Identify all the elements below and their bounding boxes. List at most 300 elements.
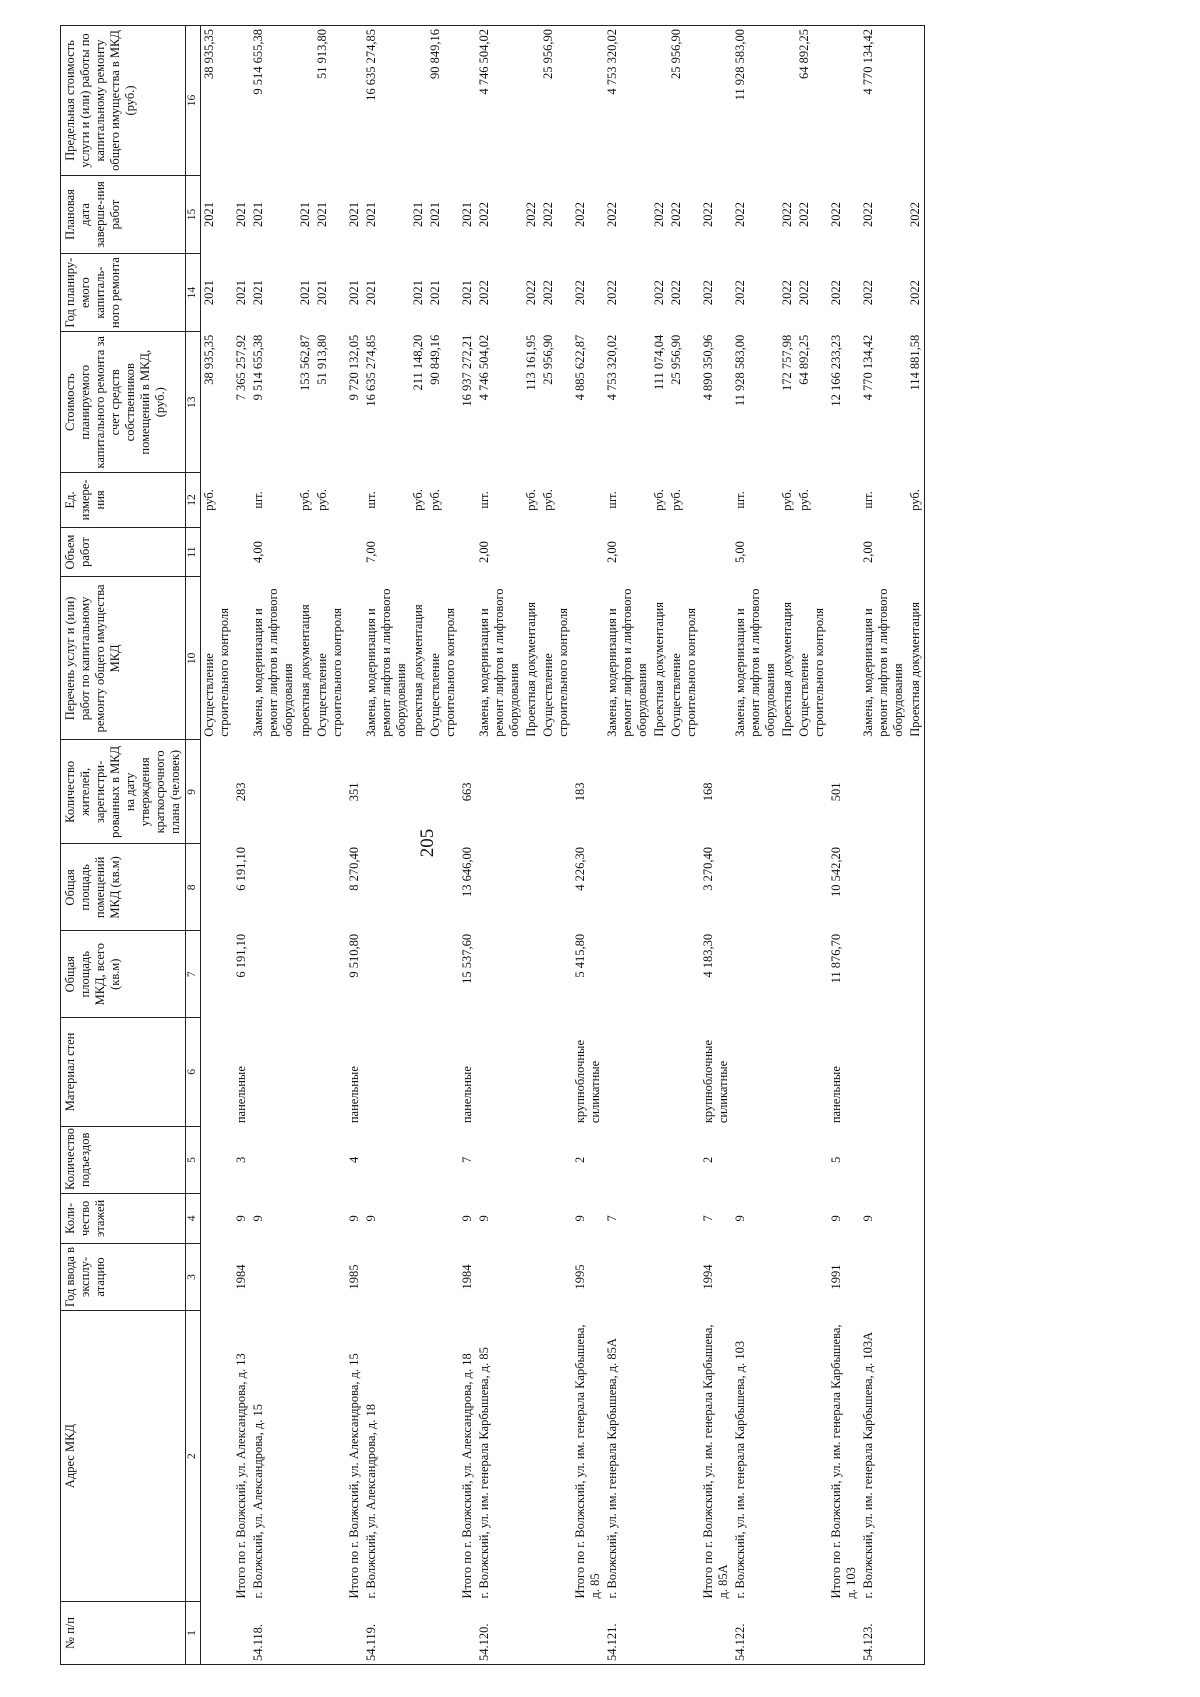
cell-wall-material: панельные [234,1066,248,1124]
cell-repair-cost: 4 890 350,96 [701,334,715,401]
capital-repair-table [60,25,925,1665]
cell-completion-date: 2021 [251,202,265,227]
cell-year-built [363,1243,410,1310]
cell-completion-date: 2022 [541,202,555,227]
cell-work-type: Проектная документация [780,602,794,737]
column-number: 6 [186,1018,201,1127]
cell-premises-area: 3 270,40 [701,846,715,891]
cell-floors: 9 [347,1215,361,1222]
cell-entrances [779,1126,796,1193]
column-number: 16 [186,26,201,176]
cell-year-built [540,1243,572,1310]
cell-work-type: Осуществление строительного контроля [428,608,457,737]
cell-unit: шт. [364,491,378,509]
cell-repair-cost: 4 885 622,87 [573,334,587,401]
cell-address [651,1311,668,1602]
cell-year-built [668,1243,700,1310]
column-number: 14 [186,254,201,332]
cell-premises-area [523,844,540,931]
cell-total-area [796,931,828,1018]
cell-floors [314,1193,346,1243]
cell-work-type: Замена, модернизация и ремонт лифтов и лифтового оборудования [477,588,521,737]
cell-repair-year: 2022 [701,280,715,306]
cell-entrances [297,1126,314,1193]
cell-unit: руб. [202,489,216,511]
cell-total-area [668,931,700,1018]
cell-floors: 9 [364,1215,378,1222]
column-header: Стоимость планируемого капитального ремонта за счет средств собственников помещений в МКД, (руб.) [61,332,186,473]
cell-residents [540,740,572,844]
cell-floors [796,1193,828,1243]
cell-row-number: 54.122. [732,1602,779,1665]
column-header: Количество жителей, зарегистри-рованных в МКД на дату утверждения краткосрочного плана (человек) [61,740,186,844]
cell-unit [459,473,476,527]
cell-residents [250,740,297,844]
cell-total-area [651,931,668,1018]
cell-max-cost [779,26,796,176]
cell-row-number [410,1602,427,1665]
cell-floors: 9 [234,1215,248,1222]
cell-work-volume [297,527,314,577]
cell-premises-area [732,844,779,931]
cell-address [907,1311,925,1602]
cell-year-built: 1985 [347,1264,361,1290]
cell-max-cost: 25 956,90 [668,26,700,176]
cell-row-number [572,1602,604,1665]
cell-premises-area [363,844,410,931]
cell-row-number [314,1602,346,1665]
cell-year-built: 1994 [701,1264,715,1290]
cell-row-number: 54.118. [250,1602,297,1665]
cell-unit [700,473,732,527]
cell-floors: 9 [477,1215,491,1222]
cell-repair-cost: 25 956,90 [669,334,683,385]
cell-residents [732,740,779,844]
cell-max-cost [233,26,250,176]
cell-repair-year: 2022 [477,280,491,306]
cell-work-type [700,577,732,740]
cell-repair-year: 2021 [364,280,378,306]
cell-max-cost [572,26,604,176]
cell-residents [651,740,668,844]
cell-residents [523,740,540,844]
cell-repair-year: 2022 [573,280,587,306]
cell-entrances [668,1126,700,1193]
column-number: 11 [186,527,201,577]
cell-premises-area: 10 542,20 [829,846,843,897]
cell-work-type: Замена, модернизация и ремонт лифтов и лифтового оборудования [364,588,408,737]
cell-wall-material [201,1018,234,1127]
cell-work-type [828,577,860,740]
cell-max-cost: 11 928 583,00 [732,26,779,176]
cell-residents [363,740,410,844]
column-number: 12 [186,473,201,527]
cell-wall-material: панельные [829,1066,843,1124]
column-header: Материал стен [61,1018,186,1127]
cell-year-built [201,1243,234,1310]
cell-wall-material [796,1018,828,1127]
cell-repair-year: 2021 [411,280,425,306]
cell-premises-area [779,844,796,931]
cell-wall-material [410,1018,427,1127]
cell-repair-year: 2021 [347,280,361,306]
table-row [796,26,828,1665]
cell-max-cost [828,26,860,176]
cell-work-volume: 2,00 [605,541,619,563]
cell-wall-material [668,1018,700,1127]
cell-work-type: Замена, модернизация и ремонт лифтов и лифтового оборудования [605,588,649,737]
cell-entrances [476,1126,523,1193]
cell-year-built [779,1243,796,1310]
column-header: Год ввода в эксплу-атацию [61,1243,186,1310]
cell-completion-date: 2021 [364,202,378,227]
cell-premises-area [860,844,907,931]
cell-work-type: Проектная документация [524,602,538,737]
cell-wall-material [523,1018,540,1127]
cell-completion-date: 2022 [907,175,925,253]
cell-repair-cost: 90 849,16 [428,334,442,385]
cell-premises-area [540,844,572,931]
cell-premises-area: 13 646,00 [460,846,474,897]
cell-unit: шт. [861,491,875,509]
cell-entrances [651,1126,668,1193]
cell-residents [907,740,925,844]
cell-address: Итого по г. Волжский, ул. Александрова, д. 13 [234,1353,248,1599]
cell-repair-cost: 111 074,04 [652,334,666,391]
column-number-row [186,26,201,1665]
cell-wall-material [297,1018,314,1127]
column-number: 9 [186,740,201,844]
cell-work-volume [427,527,459,577]
column-number: 1 [186,1602,201,1665]
cell-total-area: 9 510,80 [347,933,361,978]
cell-work-volume [907,527,925,577]
cell-completion-date: 2022 [605,202,619,227]
table-row [201,26,234,1665]
cell-row-number [233,1602,250,1665]
cell-address: Итого по г. Волжский, ул. Александрова, д. 18 [460,1353,474,1599]
cell-row-number [828,1602,860,1665]
cell-premises-area [476,844,523,931]
cell-premises-area [604,844,651,931]
cell-unit: руб. [315,489,329,511]
cell-completion-date: 2022 [701,202,715,227]
cell-wall-material [540,1018,572,1127]
cell-unit: шт. [605,491,619,509]
cell-repair-year: 2021 [298,280,312,306]
cell-total-area [540,931,572,1018]
table-row [476,26,523,1665]
cell-residents: 168 [701,782,715,802]
cell-unit: руб. [524,489,538,511]
table-row [523,26,540,1665]
cell-total-area [860,931,907,1018]
cell-total-area [410,931,427,1018]
cell-premises-area [427,844,459,931]
cell-address [201,1311,234,1602]
cell-row-number [700,1602,732,1665]
cell-repair-year: 2022 [652,280,666,306]
cell-address [523,1311,540,1602]
cell-unit: руб. [907,473,925,527]
cell-completion-date: 2021 [460,202,474,227]
cell-work-volume [523,527,540,577]
cell-entrances [540,1126,572,1193]
cell-max-cost: 38 935,35 [201,26,234,176]
cell-address [314,1311,346,1602]
cell-entrances [907,1126,925,1193]
table-row [668,26,700,1665]
cell-residents [604,740,651,844]
cell-entrances [201,1126,234,1193]
column-header: Ед. измере-ния [61,473,186,527]
cell-residents [860,740,907,844]
cell-unit [828,473,860,527]
cell-total-area: 15 537,60 [460,933,474,984]
table-row [779,26,796,1665]
cell-year-built [523,1243,540,1310]
cell-year-built [476,1243,523,1310]
cell-unit: руб. [411,489,425,511]
column-header: Перечень услуг и (или) работ по капитальному ремонту общего имущества МКД [61,577,186,740]
cell-residents [297,740,314,844]
cell-repair-cost: 153 562,87 [298,334,312,391]
cell-work-type: Замена, модернизация и ремонт лифтов и лифтового оборудования [251,588,295,737]
cell-address: Итого по г. Волжский, ул. им. генерала Карбышева, д. 85А [701,1324,730,1599]
cell-max-cost: 16 635 274,85 [363,26,410,176]
cell-work-type: Проектная документация [907,577,925,740]
column-number: 4 [186,1193,201,1243]
cell-max-cost [523,26,540,176]
cell-repair-cost: 211 148,20 [411,334,425,391]
cell-row-number [779,1602,796,1665]
cell-max-cost: 51 913,80 [314,26,346,176]
header-row [61,26,186,1665]
cell-work-type: Проектная документация [652,602,666,737]
column-header: Общая площадь МКД, всего (кв.м) [61,931,186,1018]
cell-repair-cost: 114 881,58 [907,332,925,473]
cell-wall-material [779,1018,796,1127]
cell-repair-year: 2022 [780,280,794,306]
cell-row-number [523,1602,540,1665]
cell-floors [540,1193,572,1243]
cell-completion-date: 2022 [780,202,794,227]
cell-unit: руб. [797,489,811,511]
cell-work-type [459,577,476,740]
cell-address: г. Волжский, ул. Александрова, д. 15 [251,1404,265,1599]
cell-premises-area [796,844,828,931]
cell-unit [233,473,250,527]
cell-repair-year: 2021 [428,280,442,306]
cell-total-area: 5 415,80 [573,933,587,978]
cell-total-area [732,931,779,1018]
cell-year-built: 1995 [573,1264,587,1290]
cell-completion-date: 2022 [797,202,811,227]
cell-residents: 183 [573,782,587,802]
cell-work-volume [700,527,732,577]
cell-residents [201,740,234,844]
cell-premises-area [907,844,925,931]
cell-year-built [427,1243,459,1310]
cell-entrances: 2 [701,1156,715,1163]
cell-max-cost [907,26,925,176]
cell-work-volume [796,527,828,577]
cell-residents [314,740,346,844]
cell-unit: руб. [780,489,794,511]
cell-entrances: 2 [573,1156,587,1163]
cell-wall-material [427,1018,459,1127]
cell-unit: руб. [541,489,555,511]
cell-work-volume [201,527,234,577]
cell-work-type: Осуществление строительного контроля [202,608,231,737]
cell-entrances [427,1126,459,1193]
cell-premises-area: 6 191,10 [234,846,248,891]
cell-year-built [604,1243,651,1310]
cell-wall-material [250,1018,297,1127]
cell-work-type: Замена, модернизация и ремонт лифтов и лифтового оборудования [733,588,777,737]
cell-completion-date: 2021 [315,202,329,227]
cell-address: Итого по г. Волжский, ул. им. генерала Карбышева, д. 103 [829,1324,858,1599]
cell-address [796,1311,828,1602]
cell-unit: шт. [251,491,265,509]
cell-total-area [314,931,346,1018]
cell-completion-date: 2022 [477,202,491,227]
cell-address: г. Волжский, ул. им. генерала Карбышева, д. 103 [733,1340,747,1599]
cell-work-volume: 7,00 [364,541,378,563]
cell-unit [346,473,363,527]
column-number: 15 [186,175,201,253]
cell-floors: 7 [701,1215,715,1222]
cell-completion-date: 2022 [829,202,843,227]
cell-work-volume [459,527,476,577]
cell-work-type: проектная документация [411,604,425,737]
cell-work-volume [668,527,700,577]
cell-wall-material: панельные [347,1066,361,1124]
cell-repair-year: 2022 [541,280,555,306]
cell-work-type [346,577,363,740]
cell-premises-area [250,844,297,931]
cell-unit: шт. [477,491,491,509]
cell-year-built [860,1243,907,1310]
cell-total-area [604,931,651,1018]
cell-completion-date: 2021 [411,202,425,227]
cell-floors [410,1193,427,1243]
cell-max-cost: 4 753 320,02 [604,26,651,176]
cell-row-number: 54.120. [476,1602,523,1665]
table-row [363,26,410,1665]
column-header: Коли-чество этажей [61,1193,186,1243]
cell-work-volume [651,527,668,577]
cell-repair-cost: 7 365 257,92 [234,334,248,401]
cell-row-number: 54.119. [363,1602,410,1665]
cell-work-type: проектная документация [298,604,312,737]
cell-repair-year: 2022 [605,280,619,306]
cell-unit: шт. [733,491,747,509]
cell-entrances: 7 [460,1156,474,1163]
cell-total-area [201,931,234,1018]
cell-repair-year: 2022 [907,254,925,332]
cell-completion-date: 2021 [347,202,361,227]
cell-completion-date: 2021 [298,202,312,227]
cell-wall-material [363,1018,410,1127]
cell-work-volume [346,527,363,577]
rotated-table-container [60,25,1145,1665]
cell-total-area [363,931,410,1018]
cell-row-number [459,1602,476,1665]
cell-floors [668,1193,700,1243]
cell-floors [427,1193,459,1243]
cell-total-area [779,931,796,1018]
cell-work-type [572,577,604,740]
cell-premises-area [668,844,700,931]
cell-address: г. Волжский, ул. им. генерала Карбышева, д. 85 [477,1347,491,1599]
table-row [732,26,779,1665]
column-number: 2 [186,1311,201,1602]
cell-repair-year: 2022 [829,280,843,306]
cell-floors [651,1193,668,1243]
cell-repair-year: 2021 [234,280,248,306]
cell-total-area [427,931,459,1018]
cell-wall-material: крупноблочные силикатные [701,1039,730,1124]
cell-address [297,1311,314,1602]
cell-address: г. Волжский, ул. им. генерала Карбышева, д. 85А [605,1338,619,1599]
cell-repair-cost: 16 937 272,21 [460,334,474,407]
column-number: 13 [186,332,201,473]
cell-repair-cost: 4 746 504,02 [477,334,491,401]
cell-year-built: 1984 [460,1264,474,1290]
cell-repair-cost: 12 166 233,23 [829,334,843,407]
cell-work-volume [314,527,346,577]
cell-repair-cost: 38 935,35 [202,334,216,385]
cell-work-volume: 4,00 [251,541,265,563]
cell-completion-date: 2021 [428,202,442,227]
cell-work-type: Замена, модернизация и ремонт лифтов и лифтового оборудования [861,588,905,737]
cell-residents: 663 [460,782,474,802]
table-row [459,26,476,1665]
cell-row-number [651,1602,668,1665]
cell-entrances: 3 [234,1156,248,1163]
column-header: Предельная стоимость услуги и (или) работы по капитальному ремонту общего имущества в МКД (руб.) [61,26,186,176]
cell-repair-cost: 172 757,98 [780,334,794,391]
cell-repair-year: 2021 [460,280,474,306]
cell-work-volume [572,527,604,577]
cell-address: Итого по г. Волжский, ул. Александрова, д. 15 [347,1353,361,1599]
cell-repair-year: 2021 [251,280,265,306]
cell-residents [410,740,427,844]
cell-max-cost [459,26,476,176]
cell-work-volume [410,527,427,577]
cell-residents: 283 [234,782,248,802]
cell-entrances [410,1126,427,1193]
cell-floors: 9 [733,1215,747,1222]
cell-wall-material [732,1018,779,1127]
cell-repair-cost: 9 514 655,38 [251,334,265,401]
cell-floors [907,1193,925,1243]
cell-work-volume [828,527,860,577]
column-header: № п/п [61,1602,186,1665]
cell-floors [201,1193,234,1243]
cell-repair-year: 2022 [733,280,747,306]
cell-floors: 9 [460,1215,474,1222]
cell-completion-date: 2022 [524,202,538,227]
cell-max-cost [651,26,668,176]
cell-repair-year: 2022 [861,280,875,306]
cell-unit: руб. [652,489,666,511]
cell-wall-material [476,1018,523,1127]
cell-repair-year: 2022 [669,280,683,306]
cell-row-number [201,1602,234,1665]
cell-max-cost: 25 956,90 [540,26,572,176]
